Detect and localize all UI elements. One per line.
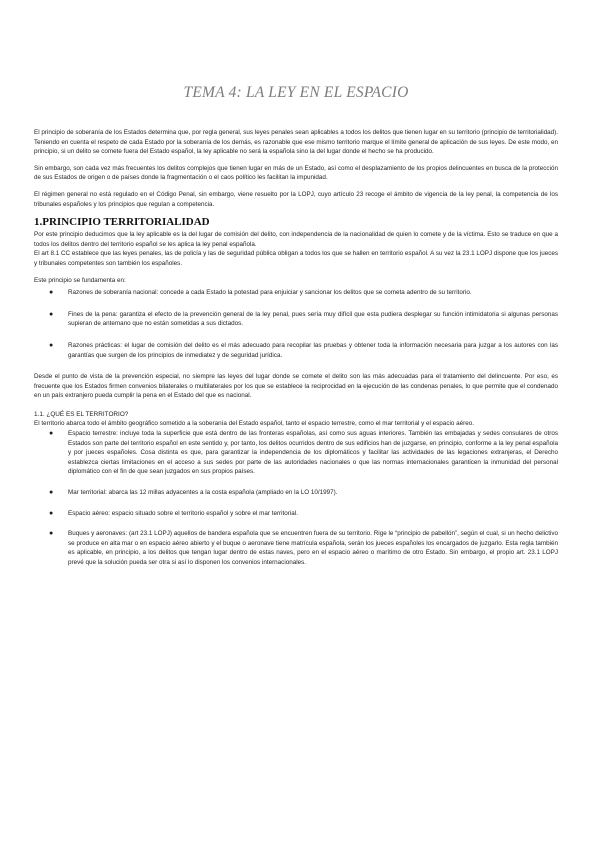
- document-body: [34, 128, 558, 579]
- list-item: [34, 488, 558, 498]
- list-item-text: Buques y aeronaves: (art 23.1 LOPJ) aquellos de bandera española que se encuentren fuera de su territorio. Rige le “principio de pabellón”, según el cual, si un hecho delictivo se produce en alta mar o en espacio aéreo abierto y el buque o aeronave tiene matrícula española, serán los jueces españoles los encargados de juzgarlo. Esta regla también es aplicable, en principio, a los delitos que tengan lugar dentro de estas naves, pero en el espacio aéreo o marítimo de otro Estado. Sin embargo, el propio art. 23.1 LOPJ prevé que la solución pueda ser otra si así lo disponen los convenios internacionales.: [68, 530, 558, 566]
- list-item: [34, 529, 558, 567]
- bullet-icon: ●: [49, 530, 54, 538]
- bullet-icon: ●: [49, 430, 54, 438]
- bullet-icon: ●: [49, 310, 54, 318]
- bullet-icon: ●: [49, 509, 54, 517]
- bullet-icon: ●: [49, 489, 54, 497]
- section-1-heading: 1.PRINCIPIO TERRITORIALIDAD: [34, 216, 210, 229]
- list-item: [34, 509, 558, 519]
- section-1-list-intro: Este principio se fundamenta en:: [34, 276, 126, 284]
- list-item: [34, 288, 558, 298]
- list-item-text: Razones prácticas: el lugar de comisión del delito es el más adecuado para recopilar las pruebas y obtener toda la información necesaria para juzgar a los autores con las garantías que surgen de los principios de inmediatez y de seguridad jurídica.: [68, 341, 558, 359]
- section-1-1-bullet-list: [34, 429, 558, 568]
- section-1-paragraph-2: El art 8.1 CC establece que las leyes penales, las de policía y las de seguridad pública obligan a todos los que se hallen en territorio español. A su vez la 23.1 LOPJ dispone que los jueces y tribunales competentes son también los españoles.: [34, 250, 558, 267]
- list-item-text: Fines de la pena: garantiza el efecto de la prevención general de la ley penal, pues sería muy difícil que esta pudiera desplegar su función intimidatoria si algunas personas supieran de antemano que no están sometidas a sus dictados.: [68, 310, 558, 328]
- list-item: [34, 310, 558, 329]
- section-1-paragraph-3: Desde el punto de vista de la prevención especial, no siempre las leyes del lugar donde se comete el delito son las más adecuadas para el tratamiento del delincuente. Por eso, es frecuente que los Estados firmen convenios bilaterales o multilaterales por los que se establece la reciprocidad en la ejecución de las condenas penales, lo que permite que el condenado en un país extranjero pueda cumplir la pena en el Estado del que es nacional.: [34, 373, 558, 400]
- list-item: [34, 429, 558, 477]
- page-title: TEMA 4: LA LEY EN EL ESPACIO: [183, 84, 409, 101]
- list-item-text: Mar territorial: abarca las 12 millas adyacentes a la costa española (ampliado en la LO 10/1997).: [68, 489, 338, 497]
- bullet-icon: ●: [49, 289, 54, 297]
- intro-paragraph-3: El régimen general no está regulado en el Código Penal, sin embargo, viene resuelto por la LOPJ, cuyo artículo 23 recoge el ámbito de vigencia de la ley penal, la competencia de los tribunales españoles y los principios que regulan a competencia.: [34, 190, 558, 208]
- list-item-text: Espacio aéreo: espacio situado sobre el territorio español y sobre el mar territorial.: [68, 509, 298, 517]
- list-item: [34, 341, 558, 360]
- intro-paragraph-2: Sin embargo, son cada vez más frecuentes los delitos complejos que tienen lugar en más de un Estado, así como el desplazamiento de los propios delincuentes en busca de la protección de sus Estados de origen o de países donde la fragmentación o el caos político les facilitan la impunidad.: [34, 164, 558, 182]
- list-item-text: Razones de soberanía nacional: concede a cada Estado la potestad para enjuiciar y sancionar los delitos que se cometa adentro de su territorio.: [68, 289, 472, 297]
- section-1-paragraph-1: Por este principio deducimos que la ley aplicable es la del lugar de comisión del delito, con independencia de la nacionalidad de quien lo comete y de la víctima. Esto se traduce en que a todos los delitos dentro del territorio español se les aplica la ley penal española.: [34, 231, 558, 248]
- list-item-text: Espacio terrestre: incluye toda la superficie que está dentro de las fronteras españolas, así como sus aguas interiores. También las embajadas y sedes consulares de otros Estados son parte del territorio español en este sentido y, por tanto, los delitos ocurridos dentro de sus edificios han de juzgarse, en principio, conforme a la ley penal española y por jueces españoles. Cosa distinta es que, para garantizar la independencia de los diplomáticos y facilitar las actividades de las legaciones extranjeras, el Derecho establezca ciertas limitaciones en el acceso a sus sedes por parte de las autoridades nacionales o que las normas internacionales garanticen la inmunidad del personal diplomático con el fin de que sean juzgados en sus propios países.: [68, 430, 558, 476]
- section-1-1-heading: 1.1. ¿QUÉ ES EL TERRITORIO?: [34, 410, 129, 418]
- section-1-1-intro: El territorio abarca todo el ámbito geográfico sometido a la soberanía del Estado español, tanto el espacio terrestre, como el mar territorial y el espacio aéreo.: [34, 420, 474, 428]
- intro-paragraph-1: El principio de soberanía de los Estados determina que, por regla general, sus leyes penales sean aplicables a todos los delitos que tienen lugar en su territorio (principio de territorialidad). Teniendo en cuenta el respeto de cada Estado por la soberanía de los demás, es razonable que ese mismo territorio marque el límite general de aplicación de sus leyes. De este modo, en principio, si un delito se comete fuera del Estado español, la ley aplicable no será la española sino la del lugar donde el hecho se ha producido.: [34, 129, 558, 156]
- bullet-icon: ●: [49, 341, 54, 349]
- section-1-bullet-list: [34, 288, 558, 360]
